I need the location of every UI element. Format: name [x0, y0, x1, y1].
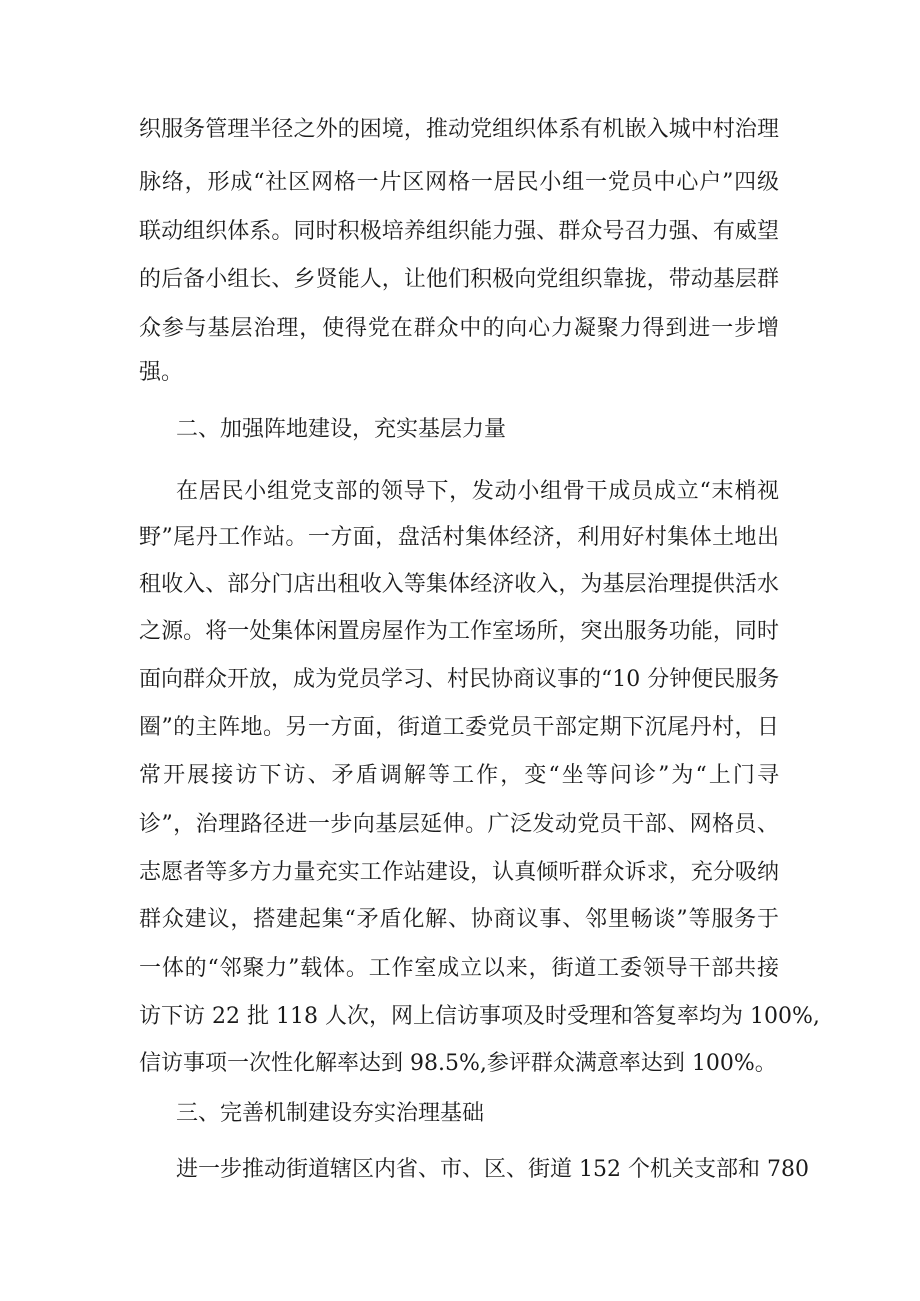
- paragraph-2-line-9: 志愿者等多方力量充实工作站建设，认真倾听群众诉求，充分吸纳: [139, 860, 779, 885]
- paragraph-2-line-1: 在居民小组党支部的领导下，发动小组骨干成员成立“末梢视: [176, 479, 779, 504]
- paragraph-1-line-4: 的后备小组长、乡贤能人，让他们积极向党组织靠拢，带动基层群: [139, 267, 779, 292]
- section-heading-3: 三、完善机制建设夯实治理基础: [176, 1101, 485, 1126]
- paragraph-1-line-2: 脉络，形成“社区网格一片区网格一居民小组一党员中心户”四级: [139, 170, 779, 195]
- paragraph-3-line-1: 进一步推动街道辖区内省、市、区、街道 152 个机关支部和 780: [176, 1157, 809, 1182]
- paragraph-1-line-6: 强。: [139, 360, 184, 385]
- paragraph-2-line-10: 群众建议，搭建起集“矛盾化解、协商议事、邻里畅谈”等服务于: [139, 907, 779, 932]
- paragraph-2-line-13: 信访事项一次性化解率达到 98.5%,参评群众满意率达到 100%。: [139, 1051, 777, 1076]
- paragraph-2-line-7: 常开展接访下访、矛盾调解等工作，变“坐等问诊”为“上门寻: [139, 763, 779, 788]
- paragraph-2-line-2: 野”尾丹工作站。一方面，盘活村集体经济，利用好村集体土地出: [139, 525, 779, 550]
- section-heading-2: 二、加强阵地建设，充实基层力量: [176, 417, 507, 442]
- paragraph-1-line-3: 联动组织体系。同时积极培养组织能力强、群众号召力强、有威望: [139, 219, 779, 244]
- paragraph-1-line-1: 织服务管理半径之外的困境，推动党组织体系有机嵌入城中村治理: [139, 117, 779, 142]
- paragraph-2-line-4: 之源。将一处集体闲置房屋作为工作室场所，突出服务功能，同时: [139, 619, 779, 644]
- paragraph-2-line-3: 租收入、部分门店出租收入等集体经济收入，为基层治理提供活水: [139, 572, 779, 597]
- paragraph-2-line-11: 一体的“邻聚力”载体。工作室成立以来，街道工委领导干部共接: [139, 956, 779, 981]
- paragraph-2-line-5: 面向群众开放，成为党员学习、村民协商议事的“10 分钟便民服务: [139, 667, 780, 692]
- paragraph-1-line-5: 众参与基层治理，使得党在群众中的向心力凝聚力得到进一步增: [139, 316, 779, 341]
- paragraph-2-line-12: 访下访 22 批 118 人次，网上信访事项及时受理和答复率均为 100%,: [139, 1004, 820, 1029]
- paragraph-2-line-6: 圈”的主阵地。另一方面，街道工委党员干部定期下沉尾丹村，日: [139, 715, 779, 740]
- paragraph-2-line-8: 诊”，治理路径进一步向基层延伸。广泛发动党员干部、网格员、: [139, 812, 779, 837]
